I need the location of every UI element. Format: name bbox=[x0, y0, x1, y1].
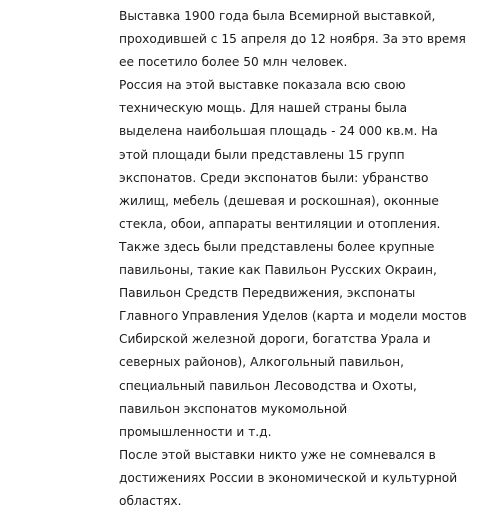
text-line-8: экспонатов. Среди экспонатов были: убранство bbox=[119, 170, 429, 185]
text-line-13: Павильон Средств Передвижения, экспонаты bbox=[119, 286, 416, 301]
text-line-3: ее посетило более 50 млн человек. bbox=[119, 55, 348, 70]
text-line-1: Выставка 1900 года была Всемирной выставкой, bbox=[119, 9, 436, 23]
text-line-6: выделена наибольшая площадь - 24 000 кв.м. На bbox=[119, 124, 438, 139]
text-line-4: Россия на этой выставке показала всю свою bbox=[119, 78, 406, 93]
text-line-9: жилищ, мебель (дешевая и роскошная), оконные bbox=[119, 193, 439, 208]
document-text bbox=[119, 5, 491, 513]
text-line-20: После этой выставки никто уже не сомневался в bbox=[119, 447, 436, 462]
text-line-19: промышленности и т.д. bbox=[119, 424, 272, 439]
text-line-17: специальный павильон Лесоводства и Охоты, bbox=[119, 378, 417, 393]
text-line-7: этой площади были представлены 15 групп bbox=[119, 147, 405, 162]
text-line-5: техническую мощь. Для нашей страны была bbox=[119, 101, 408, 116]
text-line-21: достижениях России в экономической и культурной bbox=[119, 470, 458, 485]
text-line-10: стекла, обои, аппараты вентиляции и отопления. bbox=[119, 216, 441, 231]
text-line-15: Сибирской железной дороги, богатства Урала и bbox=[119, 332, 431, 347]
text-line-16: северных районов), Алкогольный павильон, bbox=[119, 355, 404, 370]
text-line-14: Главного Управления Уделов (карта и модели мостов bbox=[119, 309, 467, 324]
text-line-11: Также здесь были представлены более крупные bbox=[119, 239, 435, 254]
text-line-12: павильоны, такие как Павильон Русских Окраин, bbox=[119, 263, 437, 278]
text-line-18: павильон экспонатов мукомольной bbox=[119, 401, 348, 416]
text-line-22: областях. bbox=[119, 493, 182, 508]
text-line-2: проходившей с 15 апреля до 12 ноября. За это время bbox=[119, 32, 466, 47]
